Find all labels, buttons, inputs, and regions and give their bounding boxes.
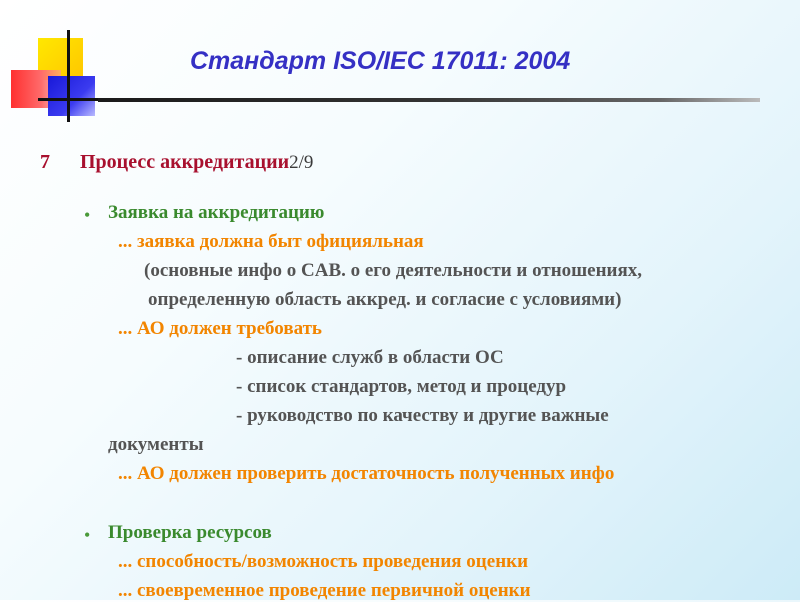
logo-vertical-line <box>67 30 70 122</box>
bullet1-line4: ... АО должен требовать <box>118 318 322 339</box>
section-page: 2/9 <box>289 152 314 173</box>
bullet-marker: • <box>84 205 91 225</box>
bullet1-line2: (основные инфо о CAB. о его деятельности и отношениях, <box>144 260 643 281</box>
bullet1-item1: - описание служб в области ОС <box>236 347 504 368</box>
bullet2-line2: ... своевременное проведение первичной оценки <box>118 580 531 601</box>
logo-blue-square <box>48 76 95 116</box>
bullet-marker: • <box>84 525 91 545</box>
bullet1-item3: - руководство по качеству и другие важные <box>236 405 609 426</box>
title-divider <box>98 98 760 102</box>
slide-title: Стандарт ISO/IEC 17011: 2004 <box>190 47 571 75</box>
section-number: 7 <box>40 151 50 173</box>
bullet1-heading: Заявка на аккредитацию <box>108 202 325 223</box>
bullet2-heading: Проверка ресурсов <box>108 522 272 543</box>
bullet1-line3: определенную область аккред. и согласие с условиями) <box>148 289 622 310</box>
section-title: Процесс аккредитации <box>80 151 290 173</box>
section-heading <box>40 151 313 174</box>
logo-horizontal-line <box>38 98 100 101</box>
bullet1-item2: - список стандартов, метод и процедур <box>236 376 567 397</box>
bullet1-line1: ... заявка должна быт официяльная <box>118 231 424 252</box>
bullet1-item3-cont: документы <box>108 434 204 455</box>
logo-graphic <box>10 30 100 125</box>
bullet2-line1: ... способность/возможность проведения оценки <box>118 551 529 572</box>
bullet1-line5: ... АО должен проверить достаточность полученных инфо <box>118 463 615 484</box>
